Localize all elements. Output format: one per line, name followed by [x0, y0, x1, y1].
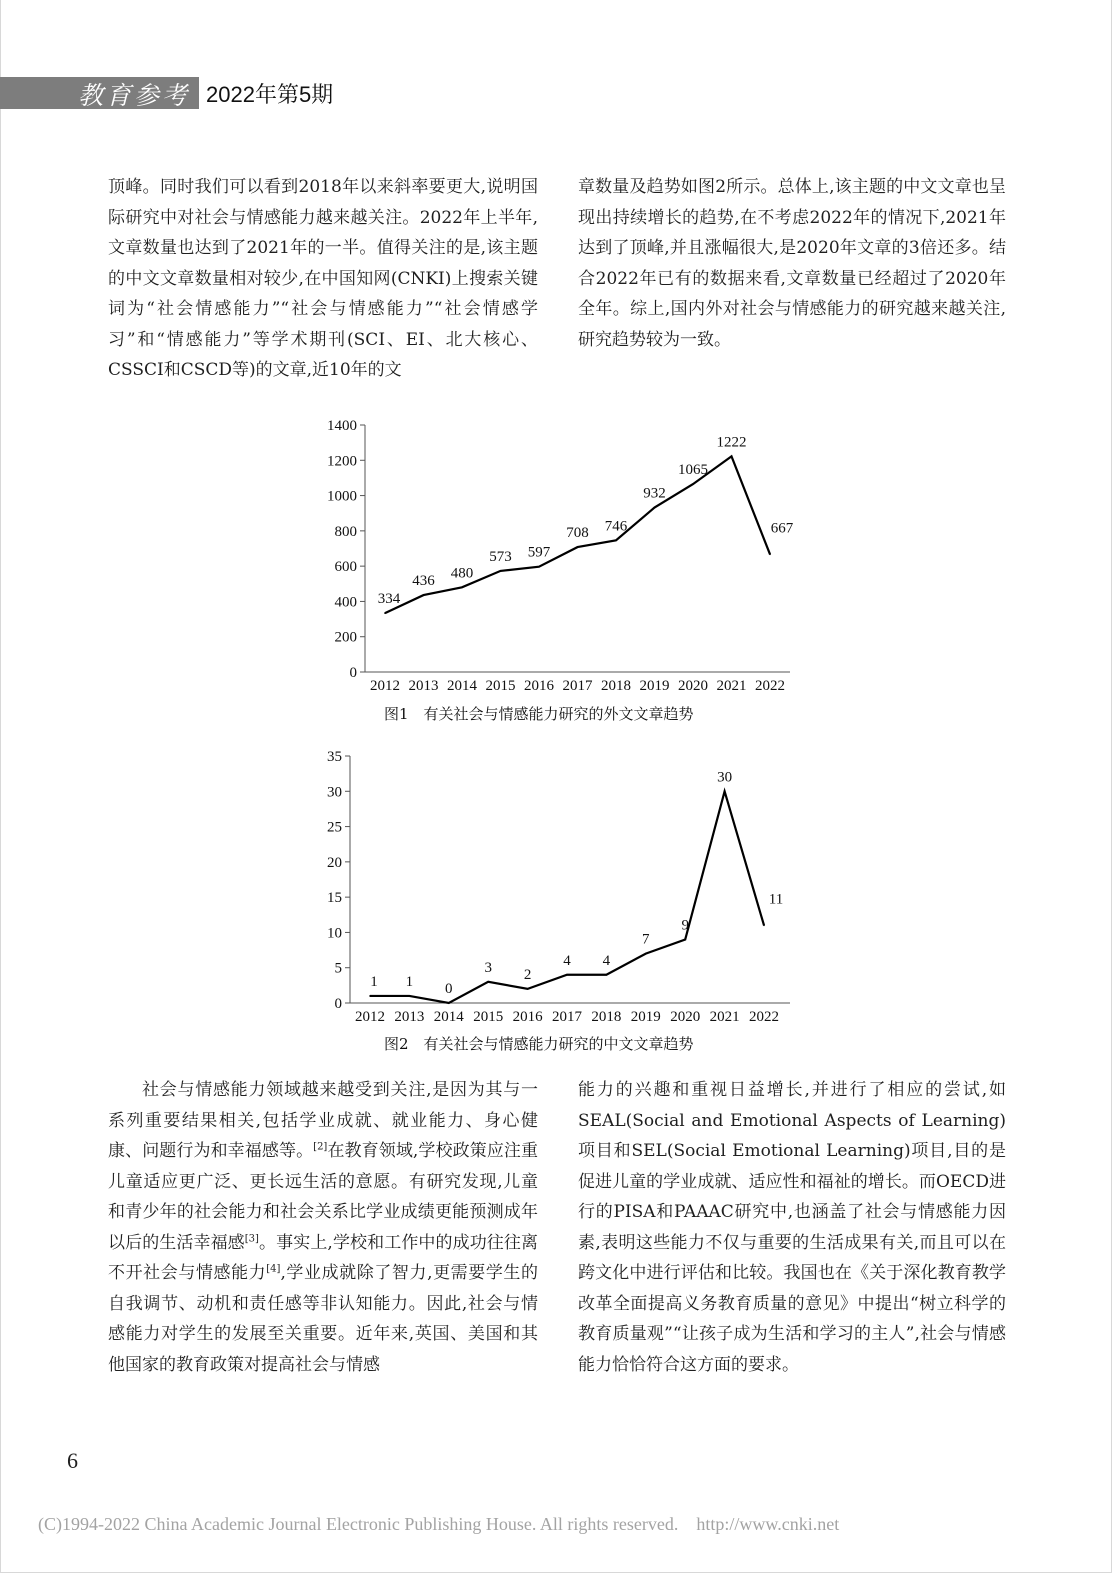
x-tick-label: 2019 — [630, 1009, 661, 1025]
x-tick-label: 2017 — [562, 678, 593, 694]
x-tick-label: 2018 — [601, 678, 631, 694]
body-text-bottom-left — [108, 1075, 538, 1380]
x-tick-label: 2014 — [447, 678, 477, 694]
series-line — [370, 791, 764, 1003]
issue-label: 2022年第5期 — [206, 82, 334, 107]
y-tick-label: 10 — [327, 925, 342, 942]
x-tick-label: 2016 — [512, 1009, 543, 1025]
data-point — [577, 546, 579, 548]
citation-ref: [4] — [266, 1263, 281, 1275]
data-point — [423, 594, 425, 596]
data-point — [369, 995, 371, 997]
text-run: 社会与情感能力领域越来越受到关注,是因为其与一系列重要结果相关,包括学业成就、就业能力、身心健康、问题行为和幸福感等。 — [108, 1080, 538, 1161]
x-tick-label: 2021 — [709, 1009, 740, 1025]
data-point — [692, 483, 694, 485]
data-label: 334 — [377, 591, 401, 608]
data-label: 4 — [563, 952, 571, 969]
chart-foreign-articles — [320, 412, 800, 697]
data-label: 932 — [643, 485, 666, 502]
body-text-top-left — [108, 172, 538, 386]
y-tick-label: 1400 — [327, 418, 357, 434]
data-point — [527, 988, 529, 990]
data-label: 480 — [450, 565, 474, 582]
body-text-top-right — [578, 172, 1006, 355]
chart-chinese-articles-svg — [305, 742, 800, 1028]
y-tick-label: 30 — [327, 784, 342, 801]
x-tick-label: 2021 — [716, 678, 747, 694]
chart-chinese-articles — [305, 742, 800, 1028]
data-label: 597 — [527, 544, 551, 561]
data-label: 3 — [484, 959, 492, 976]
x-tick-label: 2014 — [433, 1009, 464, 1025]
citation-ref: [3] — [244, 1232, 259, 1244]
data-label: 573 — [489, 548, 512, 565]
data-label: 1065 — [678, 462, 708, 479]
x-tick-label: 2020 — [678, 678, 708, 694]
x-tick-label: 2015 — [473, 1009, 504, 1025]
page-number: 6 — [67, 1448, 78, 1473]
paragraph — [108, 1075, 538, 1380]
journal-name: 教育参考 — [78, 81, 191, 110]
data-point — [615, 540, 617, 542]
text-run: ,学业成就除了智力,更需要学生的自我调节、动机和责任感等非认知能力。因此,社会与情感能力对学生的发展至关重要。近年来,英国、美国和其他国家的教育政策对提高社会与情感 — [108, 1263, 539, 1375]
x-tick-label: 2022 — [755, 678, 785, 694]
x-tick-label: 2018 — [591, 1009, 622, 1025]
x-tick-label: 2022 — [749, 1009, 779, 1025]
text-run: 在教育领域,学校政策应注重儿童适应更广泛、更长远生活的意愿。有研究发现,儿童和青少年的社会能力和社会关系比学业成绩更能预测成年以后的生活幸福感 — [108, 1141, 539, 1253]
x-tick-label: 2012 — [355, 1009, 385, 1025]
y-tick-label: 800 — [334, 523, 357, 540]
y-tick-label: 600 — [334, 559, 357, 576]
x-tick-label: 2016 — [524, 678, 554, 694]
x-tick-label: 2020 — [670, 1009, 701, 1025]
data-point — [654, 507, 656, 509]
data-point — [645, 953, 647, 955]
paragraph: 能力的兴趣和重视日益增长,并进行了相应的尝试,如SEAL(Social and Emotional Aspects of Learning)项目和SEL(Social Emotional Learning)项目,目的是促进儿童的学业成就、适应性和福祉的增长。而OECD进行的PISA和PAAAC研究中,也涵盖了社会与情感能力因素,表明这些能力不仅与重要的生活成果有关,而且可以在跨文化中进行评估和比较。我国也在《关于深化教育教学改革全面提高义务教育质量的意见》中提出“树立科学的教育质量观”“让孩子成为生活和学习的主人”,社会与情感能力恰恰符合这方面的要求。 — [578, 1080, 1006, 1375]
data-label: 9 — [681, 917, 689, 934]
data-point — [763, 925, 765, 927]
data-label: 746 — [604, 518, 628, 535]
data-point — [538, 566, 540, 568]
data-label: 0 — [445, 981, 453, 997]
citation-ref: [2] — [313, 1141, 328, 1153]
data-point — [384, 612, 386, 614]
y-tick-label: 1000 — [327, 488, 357, 505]
x-tick-label: 2017 — [552, 1009, 582, 1025]
x-tick-label: 2019 — [639, 678, 670, 694]
data-label: 11 — [768, 891, 784, 908]
figure-1-caption: 图1 有关社会与情感能力研究的外文文章趋势 — [384, 705, 694, 723]
data-point — [684, 939, 686, 941]
copyright-footer: (C)1994-2022 China Academic Journal Electronic Publishing House. All rights reserved. http://www.cnki.net — [38, 1514, 840, 1534]
y-tick-label: 0 — [334, 996, 342, 1012]
data-point — [461, 587, 463, 589]
data-point — [731, 456, 733, 458]
paragraph: 顶峰。同时我们可以看到2018年以来斜率要更大,说明国际研究中对社会与情感能力越来越关注。2022年上半年,文章数量也达到了2021年的一半。值得关注的是,该主题的中文文章数量相对较少,在中国知网(CNKI)上搜索关键词为“社会情感能力”“社会与情感能力”“社会情感学习”和“情感能力”等学术期刊(SCI、EI、北大核心、CSSCI和CSCD等)的文章,近10年的文 — [108, 177, 538, 380]
paragraph: 章数量及趋势如图2所示。总体上,该主题的中文文章也呈现出持续增长的趋势,在不考虑2022年的情况下,2021年达到了顶峰,并且涨幅很大,是2020年文章的3倍还多。结合2022年已有的数据来看,文章数量已经超过了2020年全年。综上,国内外对社会与情感能力的研究越来越关注,研究趋势较为一致。 — [578, 177, 1006, 350]
body-text-bottom-right — [578, 1075, 1006, 1380]
y-tick-label: 0 — [349, 665, 357, 681]
x-tick-label: 2015 — [485, 678, 516, 694]
data-label: 30 — [717, 769, 733, 786]
data-label: 1222 — [716, 434, 747, 451]
y-tick-label: 1200 — [327, 453, 357, 470]
y-tick-label: 400 — [334, 594, 357, 611]
data-point — [500, 570, 502, 572]
data-label: 436 — [412, 573, 435, 590]
y-tick-label: 25 — [327, 819, 342, 836]
data-label: 1 — [405, 973, 414, 990]
data-label: 7 — [642, 931, 650, 948]
y-tick-label: 5 — [334, 960, 342, 977]
data-point — [606, 974, 608, 976]
x-tick-label: 2013 — [394, 1009, 425, 1025]
y-tick-label: 200 — [334, 629, 357, 646]
chart-foreign-articles-svg — [320, 412, 800, 697]
data-label: 4 — [602, 952, 611, 969]
y-tick-label: 35 — [327, 749, 342, 765]
y-tick-label: 20 — [327, 854, 342, 871]
x-tick-label: 2013 — [408, 678, 439, 694]
y-tick-label: 15 — [327, 890, 342, 907]
data-label: 708 — [566, 525, 589, 542]
data-label: 1 — [370, 973, 378, 990]
data-label: 2 — [523, 966, 532, 983]
data-point — [566, 974, 568, 976]
data-label: 667 — [770, 520, 794, 537]
data-point — [409, 995, 411, 997]
data-point — [769, 554, 771, 556]
data-point — [487, 981, 489, 983]
data-point — [724, 790, 726, 792]
figure-2-caption: 图2 有关社会与情感能力研究的中文文章趋势 — [384, 1035, 694, 1053]
data-point — [448, 1002, 450, 1004]
text-run: 。事实上,学校和工作中的成功往往离不开社会与情感能力 — [108, 1232, 539, 1283]
x-tick-label: 2012 — [370, 678, 400, 694]
